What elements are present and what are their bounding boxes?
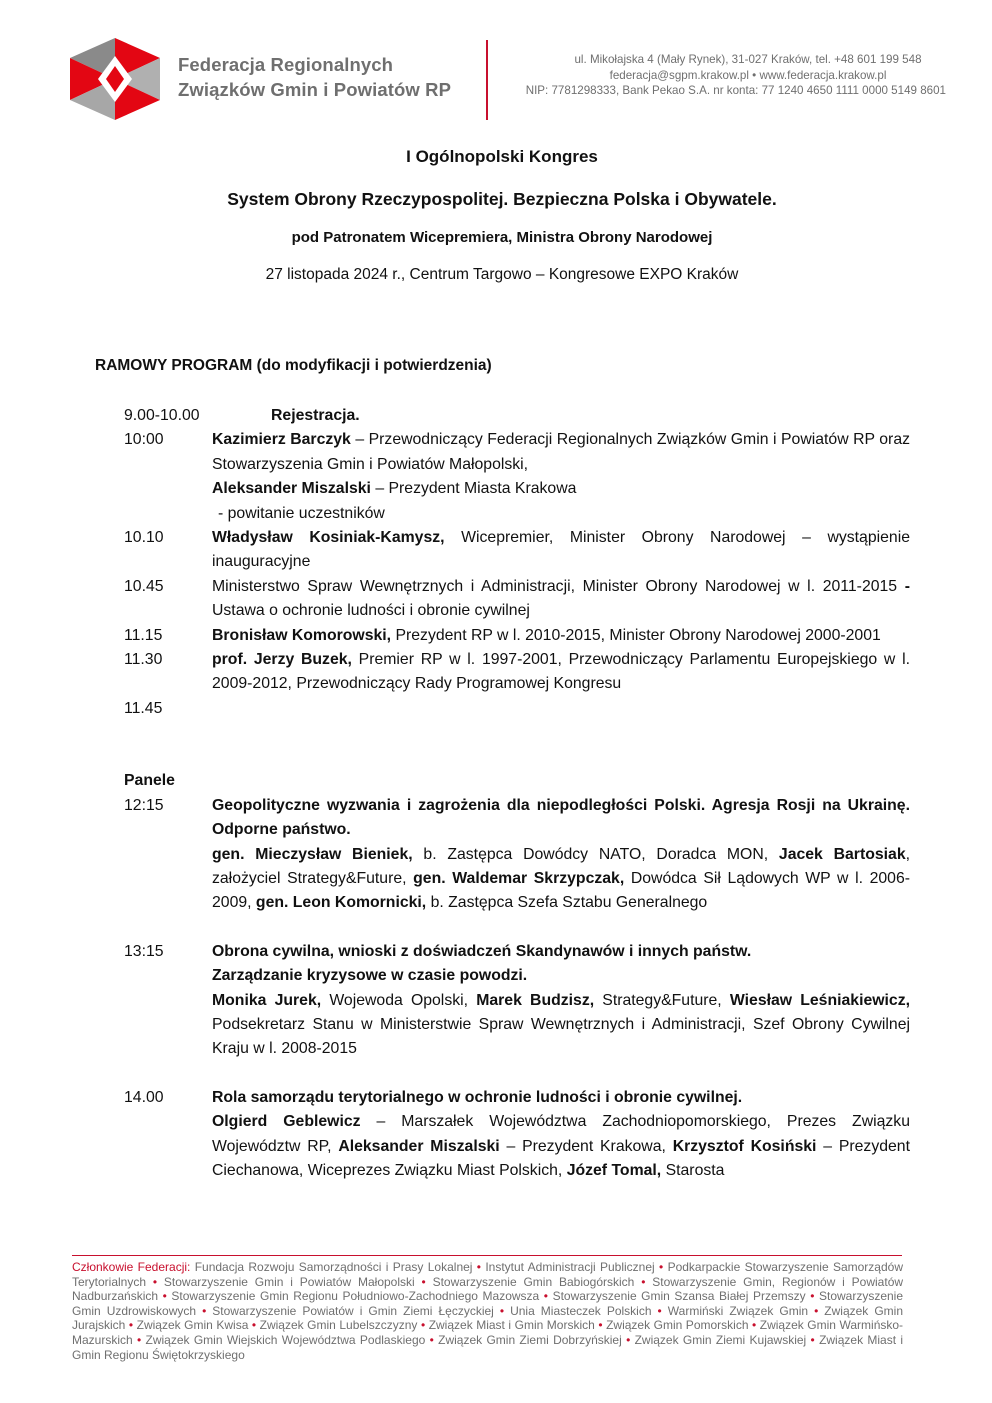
member-organization: Związek Gmin Wiejskich Województwa Podlaskiego	[145, 1332, 426, 1347]
contact-address: ul. Mikołajska 4 (Mały Rynek), 31-027 Kraków, tel. +48 601 199 548	[574, 53, 922, 66]
agenda-topic: Ustawa o ochronie ludności i obronie cywilnej	[212, 602, 530, 620]
member-organization: Instytut Administracji Publicznej	[485, 1260, 655, 1274]
congress-title: I Ogólnopolski Kongres	[406, 147, 598, 166]
panel-title: Obrona cywilna, wnioski z doświadczeń Skandynawów i innych państw.	[212, 942, 752, 960]
speaker-role: – Marszałek Województwa Zachodniopomorskiego, Prezes Związku Województw RP,	[212, 1113, 910, 1155]
panel-title: Zarządzanie kryzysowe w czasie powodzi.	[212, 967, 528, 985]
agenda-time: 11.15	[124, 626, 163, 644]
member-separator: •	[806, 1332, 820, 1347]
member-organization: Fundacja Rozwoju Samorządności i Prasy Lokalnej	[194, 1260, 473, 1274]
member-separator: •	[158, 1289, 172, 1304]
agenda-registration: Rejestracja.	[271, 407, 360, 424]
member-separator: •	[425, 1332, 439, 1347]
federation-logo	[70, 38, 160, 120]
speaker-role: Strategy&Future,	[594, 991, 730, 1009]
member-separator: •	[654, 1260, 668, 1274]
member-organization: Stowarzyszenie Gmin, Regionów i Powiatów Nadburzańskich	[72, 1274, 904, 1304]
org-name-line1: Federacja Regionalnych	[178, 54, 394, 75]
speaker-name: Wiesław Leśniakiewicz,	[729, 991, 910, 1009]
agenda-row	[124, 428, 910, 526]
speaker-role: Dowódca Sił Lądowych WP w l. 2006-2009,	[212, 869, 910, 912]
member-separator: •	[805, 1289, 819, 1304]
member-organization: Warmiński Związek Gmin	[667, 1303, 809, 1318]
agenda-time: 10:00	[124, 431, 164, 449]
member-organization: Unia Miasteczek Polskich	[510, 1303, 652, 1318]
member-organization: Związek Gmin Warmińsko-Mazurskich	[72, 1318, 904, 1347]
member-organization: Związek Miast i Gmin Regionu Świętokrzyskiego	[72, 1332, 904, 1362]
agenda	[124, 404, 910, 1183]
agenda-time: 11.45	[124, 699, 163, 717]
member-separator: •	[414, 1274, 433, 1289]
org-name-line2: Związków Gmin i Powiatów RP	[178, 79, 452, 100]
footer-divider	[72, 1255, 902, 1256]
speaker-role: Podsekretarz Stanu w Ministerstwie Spraw Wewnętrznych i Administracji, Szef Obrony Cywilnej Kraju w l. 2008-2015	[212, 1015, 910, 1058]
speaker-name: prof. Jerzy Buzek,	[212, 651, 352, 669]
speaker-role: Premier RP w l. 1997-2001, Przewodniczący Parlamentu Europejskiego w l. 2009-2012, Przewodniczący Rady Programowej Kongresu	[212, 651, 910, 693]
panel-time: 14.00	[124, 1088, 164, 1106]
member-separator: •	[146, 1274, 164, 1289]
speaker-name: Aleksander Miszalski	[338, 1137, 500, 1155]
agenda-row	[124, 624, 910, 648]
agenda-dash: -	[904, 577, 910, 595]
panel-row	[124, 794, 910, 916]
speaker-name: Władysław Kosiniak-Kamysz,	[212, 529, 445, 547]
speaker-role: b. Zastępca Dowódcy NATO, Doradca MON,	[412, 845, 779, 863]
agenda-row	[124, 575, 910, 624]
agenda-time: 10.10	[124, 529, 164, 547]
speaker-role: – Prezydent Ciechanowa, Wiceprezes Związku Miast Polskich,	[212, 1137, 910, 1179]
speaker-role: Starosta	[661, 1161, 725, 1179]
speaker-name: Kazimierz Barczyk	[212, 431, 351, 449]
speaker-role: b. Zastępca Szefa Sztabu Generalnego	[426, 894, 708, 912]
member-separator: •	[196, 1303, 213, 1318]
program-heading: RAMOWY PROGRAM (do modyfikacji i potwierdzenia)	[95, 357, 492, 374]
member-organization: Stowarzyszenie Powiatów i Gmin Ziemi Łęczyckiej	[212, 1303, 494, 1318]
member-organization: Związek Miast i Gmin Morskich	[428, 1318, 595, 1333]
title-block	[60, 146, 944, 285]
footer-members	[72, 1260, 903, 1362]
organization-name	[178, 52, 451, 102]
date-venue: 27 listopada 2024 r., Centrum Targowo – Kongresowe EXPO Kraków	[265, 266, 739, 283]
members-list	[72, 1260, 903, 1362]
speaker-role: – Przewodniczący Federacji Regionalnych Związków Gmin i Powiatów RP oraz Stowarzyszenia Gmin i Powiatów Małopolski,	[212, 431, 910, 473]
speaker-name: Bronisław Komorowski,	[212, 626, 392, 644]
contact-info	[500, 52, 946, 99]
member-organization: Związek Gmin Lubelszczyzny	[259, 1318, 418, 1333]
member-separator: •	[594, 1318, 607, 1333]
member-separator: •	[125, 1318, 137, 1333]
speaker-name: Krzysztof Kosiński	[672, 1137, 817, 1155]
member-separator: •	[417, 1318, 429, 1333]
member-separator: •	[248, 1318, 260, 1333]
panel-title: Rola samorządu terytorialnego w ochronie ludności i obronie cywilnej.	[212, 1088, 743, 1106]
panel-row	[124, 1086, 910, 1184]
member-separator: •	[472, 1260, 486, 1274]
speaker-name: gen. Waldemar Skrzypczak,	[413, 869, 625, 887]
speaker-role: Prezydent RP w l. 2010-2015, Minister Obrony Narodowej 2000-2001	[391, 626, 881, 644]
speaker-name: Marek Budzisz,	[476, 991, 595, 1009]
agenda-time: 11.30	[124, 651, 163, 669]
member-separator: •	[808, 1303, 825, 1318]
speaker-name: gen. Mieczysław Bieniek,	[212, 845, 413, 863]
speaker-role: – Prezydent Krakowa,	[499, 1137, 673, 1155]
agenda-row	[124, 404, 910, 428]
header-divider	[486, 40, 488, 120]
member-separator: •	[621, 1332, 635, 1347]
contact-email-web[interactable]: federacja@sgpm.krakow.pl • www.federacja.krakow.pl	[609, 68, 887, 82]
speaker-name: Aleksander Miszalski	[212, 480, 371, 498]
speaker-name: Józef Tomal,	[566, 1161, 662, 1179]
panel-row	[124, 940, 910, 1062]
agenda-row	[124, 526, 910, 575]
member-separator: •	[748, 1318, 760, 1333]
member-separator: •	[493, 1303, 511, 1318]
member-organization: Stowarzyszenie Gmin Babiogórskich	[432, 1274, 635, 1289]
member-separator: •	[539, 1289, 553, 1304]
agenda-time: 9.00-10.00	[124, 407, 200, 424]
member-separator: •	[132, 1332, 146, 1347]
member-organization: Związek Gmin Ziemi Dobrzyńskiej	[438, 1332, 622, 1347]
speaker-role: Ministerstwo Spraw Wewnętrznych i Administracji, Minister Obrony Narodowej w l. 2011-2015	[212, 577, 905, 595]
speaker-role: , założyciel Strategy&Future,	[212, 845, 910, 887]
agenda-time: 10.45	[124, 577, 164, 595]
panel-time: 13:15	[124, 942, 164, 960]
contact-bank: NIP: 7781298333, Bank Pekao S.A. nr konta: 77 1240 4650 1111 0000 5149 8601	[525, 84, 946, 97]
member-organization: Związek Gmin Kwisa	[136, 1318, 249, 1333]
member-organization: Stowarzyszenie Gmin i Powiatów Małopolski	[163, 1274, 415, 1289]
speaker-role: Wicepremier, Minister Obrony Narodowej – wystąpienie inauguracyjne	[212, 529, 910, 571]
speaker-role: Wojewoda Opolski,	[321, 991, 477, 1009]
member-organization: Podkarpackie Stowarzyszenie Samorządów Terytorialnych	[72, 1260, 903, 1289]
member-organization: Stowarzyszenie Gmin Uzdrowiskowych	[72, 1289, 904, 1318]
speaker-name: gen. Leon Komornicki,	[255, 894, 427, 912]
agenda-row	[124, 697, 910, 721]
member-organization: Stowarzyszenie Gmin Regionu Południowo-Zachodniego Mazowsza	[171, 1289, 540, 1304]
footer-label: Członkowie Federacji:	[72, 1260, 191, 1274]
speaker-name: Jacek Bartosiak	[778, 845, 906, 863]
panel-title: Geopolityczne wyzwania i zagrożenia dla niepodległości Polski. Agresja Rosji na Ukrainę. Odporne państwo.	[212, 796, 910, 839]
member-organization: Związek Gmin Ziemi Kujawskiej	[634, 1332, 807, 1347]
panel-time: 12:15	[124, 796, 164, 814]
speaker-name: Olgierd Geblewicz	[212, 1113, 361, 1131]
speaker-role: – Prezydent Miasta Krakowa	[370, 480, 577, 498]
member-separator: •	[634, 1274, 653, 1289]
patronage: pod Patronatem Wicepremiera, Ministra Obrony Narodowej	[291, 229, 713, 246]
member-organization: Związek Gmin Pomorskich	[606, 1318, 749, 1333]
member-organization: Związek Gmin Jurajskich	[72, 1303, 903, 1333]
member-organization: Stowarzyszenie Gmin Szansa Białej Przemszy	[552, 1289, 806, 1304]
congress-subtitle: System Obrony Rzeczypospolitej. Bezpieczna Polska i Obywatele.	[227, 189, 777, 209]
agenda-note: - powitanie uczestników	[218, 504, 385, 522]
panels-label: Panele	[124, 772, 175, 790]
member-separator: •	[651, 1303, 668, 1318]
agenda-row	[124, 648, 910, 697]
speaker-name: Monika Jurek,	[212, 991, 322, 1009]
